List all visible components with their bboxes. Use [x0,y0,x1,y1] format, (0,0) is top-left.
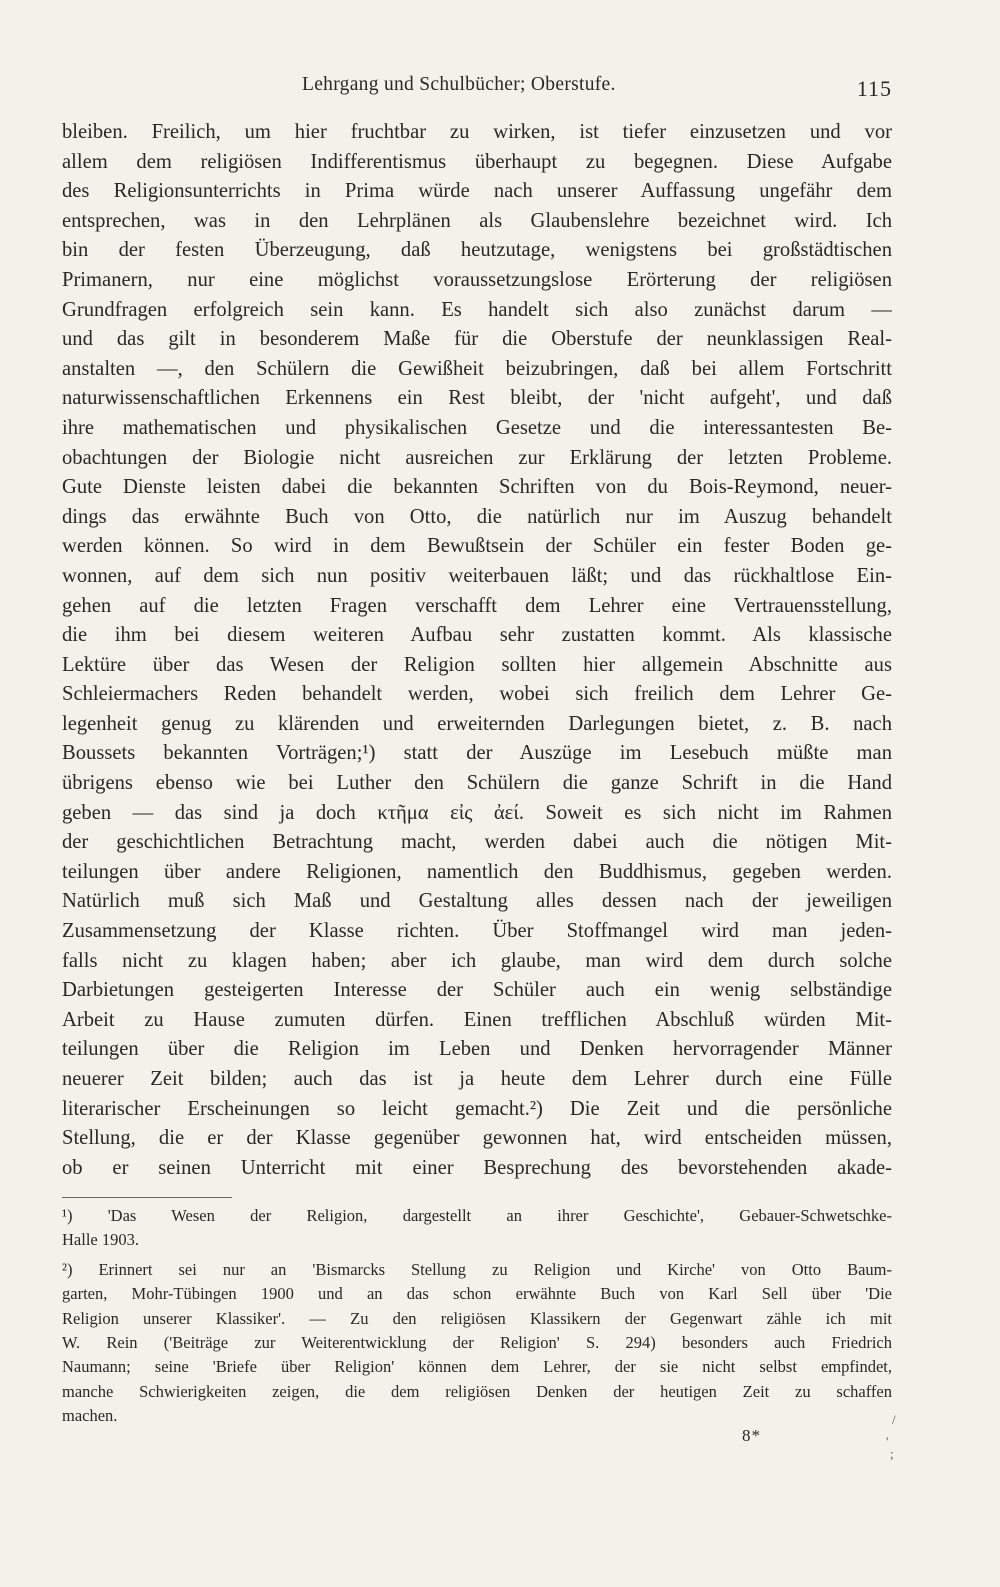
margin-mark: ; [890,1446,894,1461]
text-line: obachtungen der Biologie nicht ausreichen zur Erklärung der letzten Probleme. [62,446,892,469]
text-line: die ihm bei diesem weiteren Aufbau sehr zustatten kommt. Als klassische [62,624,892,647]
text-line: literarischer Erscheinungen so leicht gemacht.²) Die Zeit und die persönliche [62,1097,892,1120]
text-line: und das gilt in besonderem Maße für die Oberstufe der neunklassigen Real- [62,328,892,351]
text-line: ob er seinen Unterricht mit einer Besprechung des bevorstehenden akade- [62,1156,892,1179]
footnote-line: machen. [62,1406,118,1426]
text-line: übrigens ebenso wie bei Luther den Schülern die ganze Schrift in die Hand [62,772,892,795]
margin-mark: ' [886,1434,889,1449]
text-line: Schleiermachers Reden behandelt werden, wobei sich freilich dem Lehrer Ge- [62,683,892,706]
text-line: bleiben. Freilich, um hier fruchtbar zu wirken, ist tiefer einzusetzen und vor [62,121,892,143]
text-line: anstalten —, den Schülern die Gewißheit beizubringen, daß bei allem Fortschritt [62,357,892,380]
text-line: legenheit genug zu klärenden und erweiternden Darlegungen bietet, z. B. nach [62,712,892,735]
footnote-line: ¹) 'Das Wesen der Religion, dargestellt an ihrer Geschichte', Gebauer-Schwetschke- [62,1206,892,1225]
text-line: der geschichtlichen Betrachtung macht, werden dabei auch die nötigen Mit- [62,831,892,854]
body-text [62,118,892,1183]
margin-marks [886,1412,916,1472]
text-line: dings das erwähnte Buch von Otto, die natürlich nur im Auszug behandelt [62,505,892,528]
text-line: teilungen über die Religion im Leben und Denken hervorragender Männer [62,1038,892,1061]
text-line: Primanern, nur eine möglichst voraussetzungslose Erörterung der religiösen [62,268,892,291]
text-line: Boussets bekannten Vorträgen;¹) statt der Auszüge im Lesebuch müßte man [62,742,892,765]
margin-mark: / [892,1412,896,1427]
page-number: 115 [856,76,892,101]
text-line: wonnen, auf dem sich nun positiv weiterbauen läßt; und das rückhaltlose Ein- [62,564,892,587]
text-line: Gute Dienste leisten dabei die bekannten Schriften von du Bois-Reymond, neuer- [62,476,892,499]
footnote-line: garten, Mohr-Tübingen 1900 und an das schon erwähnte Buch von Karl Sell über 'Die [62,1284,892,1304]
text-line: Zusammensetzung der Klasse richten. Über Stoffmangel wird man jeden- [62,920,892,943]
text-line: bin der festen Überzeugung, daß heutzutage, wenigstens bei großstädtischen [62,239,892,262]
text-line: Grundfragen erfolgreich sein kann. Es handelt sich also zunächst darum — [62,298,892,321]
text-line: Darbietungen gesteigerten Interesse der Schüler auch ein wenig selbständige [62,979,892,1002]
footnote [62,1204,892,1253]
text-line: ihre mathematischen und physikalischen Gesetze und die interessantesten Be- [62,416,892,439]
text-line: des Religionsunterrichts in Prima würde nach unserer Auffassung ungefähr dem [62,180,892,203]
footnote [62,1258,892,1429]
footnotes [62,1204,892,1429]
text-line: falls nicht zu klagen haben; aber ich glaube, man wird dem durch solche [62,949,892,972]
text-line: teilungen über andere Religionen, namentlich den Buddhismus, gegeben werden. [62,860,892,883]
text-line: geben — das sind ja doch κτῆμα εἰς ἀεί. Soweit es sich nicht im Rahmen [62,801,892,824]
running-head: Lehrgang und Schulbücher; Oberstufe. [302,74,616,95]
text-line: neuerer Zeit bilden; auch das ist ja heute dem Lehrer durch eine Fülle [62,1068,892,1090]
text-line: allem dem religiösen Indifferentismus überhaupt zu begegnen. Diese Aufgabe [62,150,892,173]
footnote-line: W. Rein ('Beiträge zur Weiterentwicklung der Religion' S. 294) besonders auch Friedrich [62,1332,892,1352]
page-header [62,74,892,104]
text-line: Natürlich muß sich Maß und Gestaltung alles dessen nach der jeweiligen [62,890,892,913]
footnote-rule [62,1197,232,1198]
text-line: Lektüre über das Wesen der Religion sollten hier allgemein Abschnitte aus [62,653,892,676]
footnote-line: Halle 1903. [62,1230,139,1250]
footnote-line: manche Schwierigkeiten zeigen, die dem religiösen Denken der heutigen Zeit zu schaffen [62,1381,892,1401]
text-line: entsprechen, was in den Lehrplänen als Glaubenslehre bezeichnet wird. Ich [62,209,892,232]
signature-mark: 8* [742,1426,761,1445]
text-line: Stellung, die er der Klasse gegenüber gewonnen hat, wird entscheiden müssen, [62,1127,892,1150]
footnote-line: ²) Erinnert sei nur an 'Bismarcks Stellung zu Religion und Kirche' von Otto Baum- [62,1259,892,1279]
footnote-line: Religion unserer Klassiker'. — Zu den religiösen Klassikern der Gegenwart zähle ich mit [62,1308,892,1328]
text-line: naturwissenschaftlichen Erkennens ein Rest bleibt, der 'nicht aufgeht', und daß [62,387,892,410]
text-line: gehen auf die letzten Fragen verschafft dem Lehrer eine Vertrauensstellung, [62,594,892,617]
footnote-line: Naumann; seine 'Briefe über Religion' können dem Lehrer, der sie nicht selbst empfindet, [62,1357,892,1377]
text-line: werden können. So wird in dem Bewußtsein der Schüler ein fester Boden ge- [62,535,892,558]
text-line: Arbeit zu Hause zumuten dürfen. Einen trefflichen Abschluß würden Mit- [62,1008,892,1031]
